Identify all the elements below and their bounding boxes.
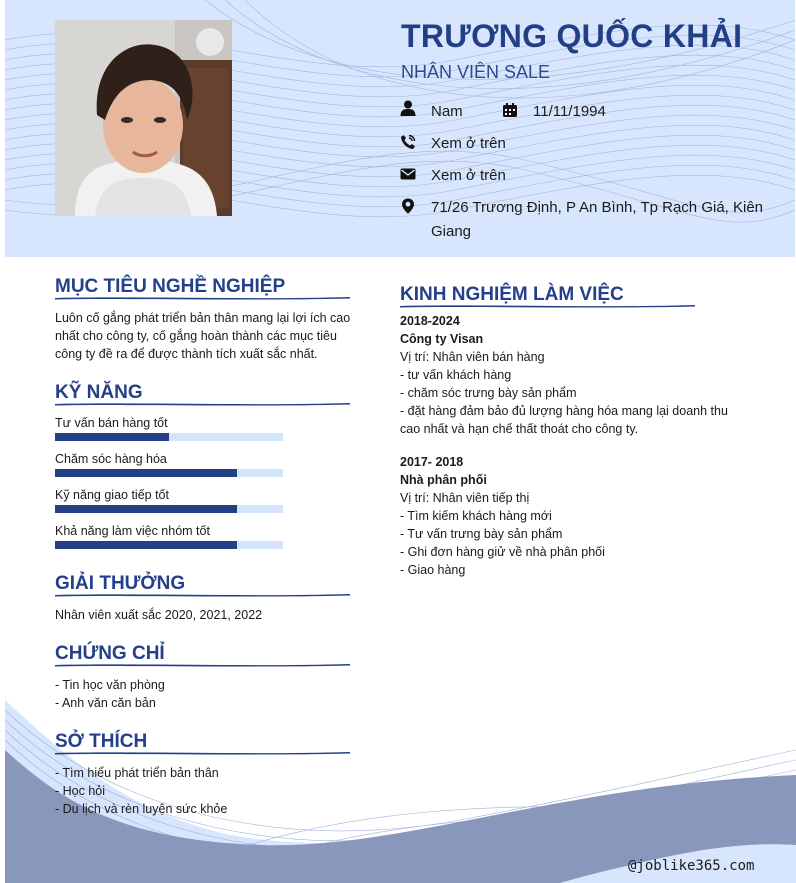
job-line: - Tìm kiếm khách hàng mới — [400, 509, 552, 523]
address-value: 71/26 Trương Định, P An Bình, Tp Rạch Giá, Kiên Giang — [431, 199, 764, 240]
job-period: 2017- 2018 — [400, 455, 464, 469]
title-underline — [55, 592, 350, 598]
job-line: - Giao hàng — [400, 563, 466, 577]
list-item: - Tìm hiểu phát triển bản thân — [55, 766, 219, 780]
job-line: - Ghi đơn hàng giử về nhà phân phối — [400, 545, 605, 559]
awards-title: GIẢI THƯỞNG — [55, 573, 186, 594]
candidate-name: TRƯƠNG QUỐC KHẢI — [401, 18, 743, 54]
job-entry — [400, 453, 745, 579]
list-item: - Du lịch và rèn luyện sức khỏe — [55, 802, 228, 816]
location-pin-icon — [400, 198, 416, 214]
candidate-role: NHÂN VIÊN SALE — [401, 62, 551, 82]
gender-value: Nam — [431, 103, 463, 120]
certificates-title: CHỨNG CHỈ — [55, 643, 165, 664]
objective-title: MỤC TIÊU NGHỀ NGHIỆP — [55, 276, 286, 297]
list-item: - Anh văn căn bản — [55, 696, 156, 710]
skill-bar-fill — [55, 433, 169, 441]
skill-bar-fill — [55, 505, 237, 513]
calendar-icon — [502, 102, 518, 118]
skill-bar — [55, 505, 283, 513]
job-period: 2018-2024 — [400, 314, 460, 328]
envelope-icon — [400, 166, 416, 182]
skills-title: KỸ NĂNG — [55, 382, 143, 403]
birthdate-value: 11/11/1994 — [533, 103, 606, 120]
title-underline — [55, 750, 350, 756]
job-company: Công ty Visan — [400, 332, 484, 346]
hobbies-title: SỞ THÍCH — [55, 731, 148, 752]
profile-photo — [55, 20, 232, 216]
job-company: Nhà phân phối — [400, 473, 487, 487]
title-underline — [400, 303, 695, 309]
job-line: - đặt hàng đảm bảo đủ lượng hàng hóa mang lại doanh thu cao nhất và hạn chế thất thoát cho công ty. — [400, 404, 728, 436]
title-underline — [55, 295, 350, 301]
objective-text: Luôn cố gắng phát triển bản thân mang lại lợi ích cao nhất cho công ty, cố gắng hoàn thành các mục tiêu công ty đề ra để được thành tích xuất sắc nhất. — [55, 311, 351, 361]
skill-label: Kỹ năng giao tiếp tốt — [55, 488, 169, 502]
skill-bar-fill — [55, 541, 237, 549]
person-icon — [400, 100, 416, 116]
awards-text: Nhân viên xuất sắc 2020, 2021, 2022 — [55, 608, 263, 622]
phone-value: Xem ở trên — [431, 135, 506, 152]
skill-label: Khả năng làm việc nhóm tốt — [55, 524, 210, 538]
job-line: Vị trí: Nhân viên tiếp thị — [400, 491, 530, 505]
list-item: - Tin học văn phòng — [55, 678, 165, 692]
skill-label: Tư vấn bán hàng tốt — [55, 416, 168, 430]
email-value: Xem ở trên — [431, 167, 506, 184]
list-item: - Học hỏi — [55, 784, 106, 798]
watermark: @joblike365.com — [628, 858, 755, 874]
job-entry — [400, 312, 745, 438]
skill-bar — [55, 433, 283, 441]
title-underline — [55, 401, 350, 407]
experience-title: KINH NGHIỆM LÀM VIỆC — [400, 284, 624, 305]
skill-bar — [55, 541, 283, 549]
certificates-list — [55, 676, 365, 712]
job-line: - Tư vấn trưng bày sản phẩm — [400, 527, 563, 541]
skill-label: Chăm sóc hàng hóa — [55, 452, 167, 466]
phone-icon — [400, 134, 416, 150]
hobbies-list — [55, 764, 365, 818]
job-line: - tư vấn khách hàng — [400, 368, 512, 382]
skill-bar-fill — [55, 469, 237, 477]
skill-bar — [55, 469, 283, 477]
job-line: - chăm sóc trưng bày sản phẩm — [400, 386, 577, 400]
title-underline — [55, 662, 350, 668]
header-banner — [5, 0, 795, 257]
job-line: Vị trí: Nhân viên bán hàng — [400, 350, 545, 364]
